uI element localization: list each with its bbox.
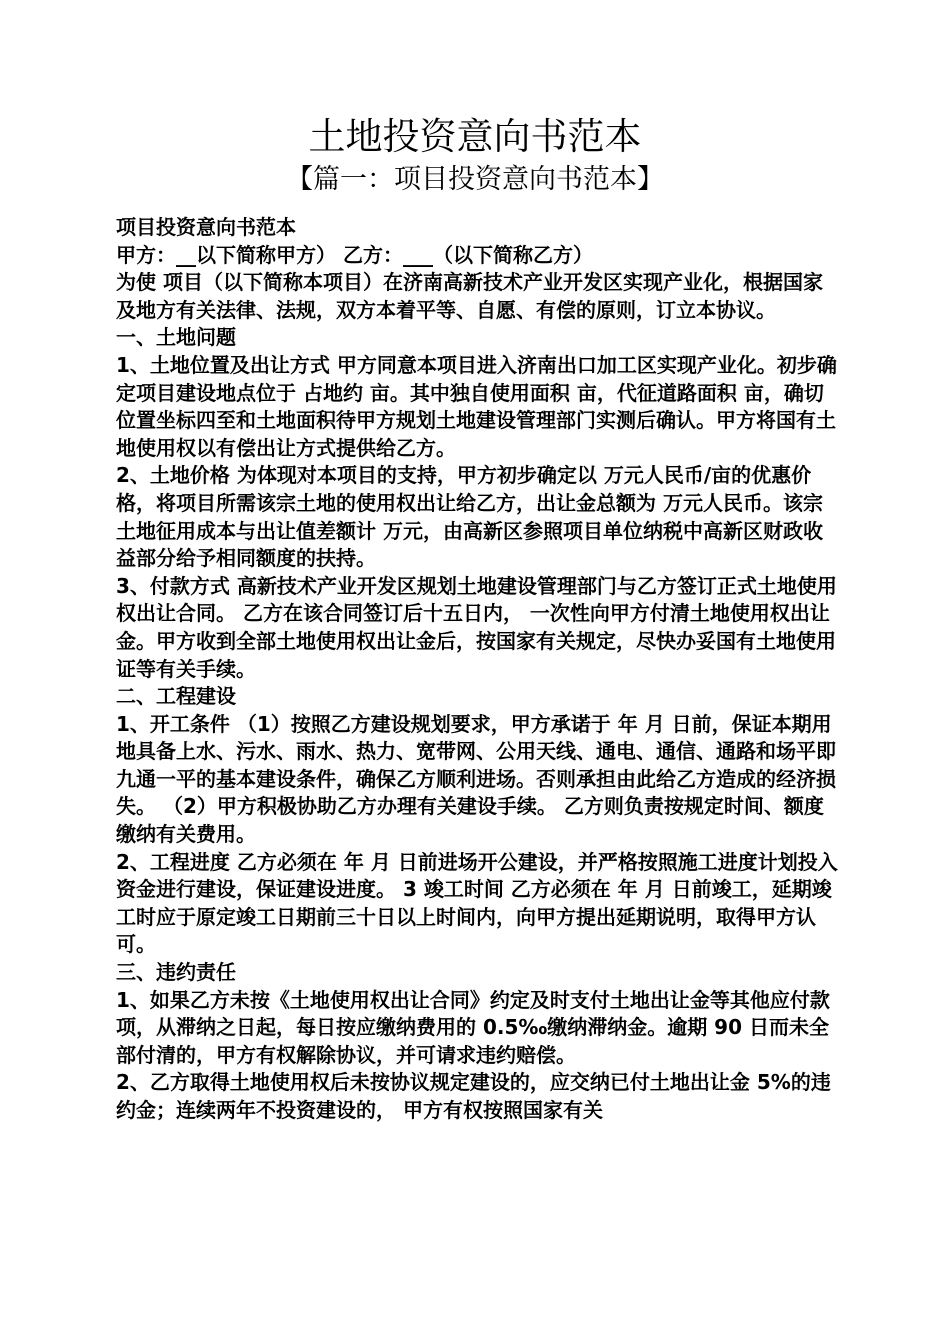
paragraph: 1、开工条件 （1）按照乙方建设规划要求，甲方承诺于 年 月 日前，保证本期用地具备上水、污水、雨水、热力、宽带网、公用天线、通电、通信、通路和场平即九通一平的基本建设条件，确保乙方顺利进场。否则承担由此给乙方造成的经济损失。 （2）甲方积极协助乙方办理有关建设手续。 乙方则负责按规定时间、额度缴纳有关费用。 [116,711,836,847]
document-body [116,214,838,1125]
paragraph: 2、乙方取得土地使用权后未按协议规定建设的，应交纳已付土地出让金 5%的违约金；连续两年不投资建设的， 甲方有权按照国家有关 [116,1070,831,1122]
document-title: 土地投资意向书范本 [308,115,642,158]
paragraph: 项目投资意向书范本 [116,215,296,239]
paragraph: 1、如果乙方未按《土地使用权出让合同》约定及时支付土地出让金等其他应付款项，从滞纳之日起，每日按应缴纳费用的 0.5‰缴纳滞纳金。逾期 90 日而未全部付清的，甲方有权解除协议，并可请求违约赔偿。 [116,987,830,1067]
paragraph: 2、土地价格 为体现对本项目的支持，甲方初步确定以 万元人民币/亩的优惠价格，将项目所需该宗土地的使用权出让给乙方，出让金总额为 万元人民币。该宗土地征用成本与出让值差额计 万元，由高新区参照项目单位纳税中高新区财政收益部分给予相同额度的扶持。 [116,463,823,571]
paragraph: 一、土地问题 [116,325,236,350]
paragraph: 3、付款方式 高新技术产业开发区规划土地建设管理部门与乙方签订正式土地使用权出让合同。 乙方在该合同签订后十五日内， 一次性向甲方付清土地使用权出让金。甲方收到全部土地使用权出让金后，按国家有关规定，尽快办妥国有土地使用证等有关手续。 [116,573,837,681]
paragraph: 2、工程进度 乙方必须在 年 月 日前进场开公建设，并严格按照施工进度计划投入资金进行建设，保证建设进度。 3 竣工时间 乙方必须在 年 月 日前竣工，延期竣工时应于原定竣工日期前三十日以上时间内，向甲方提出延期说明，取得甲方认可。 [116,849,838,957]
document-subtitle: 【篇一：项目投资意向书范本】 [286,164,664,195]
paragraph: 二、工程建设 [116,684,236,709]
paragraph: 甲方：__以下简称甲方） 乙方：___（以下简称乙方） [116,242,593,267]
paragraph: 为使 项目（以下简称本项目）在济南高新技术产业开发区实现产业化，根据国家及地方有关法律、法规，双方本着平等、自愿、有偿的原则，订立本协议。 [116,270,823,322]
paragraph: 1、土地位置及出让方式 甲方同意本项目进入济南出口加工区实现产业化。初步确定项目建设地点位于 占地约 亩。其中独自使用面积 亩，代征道路面积 亩，确切位置坐标四至和土地面积待甲方规划土地建设管理部门实测后确认。甲方将国有土地使用权以有偿出让方式提供给乙方。 [116,352,837,460]
paragraph: 三、违约责任 [116,960,236,985]
